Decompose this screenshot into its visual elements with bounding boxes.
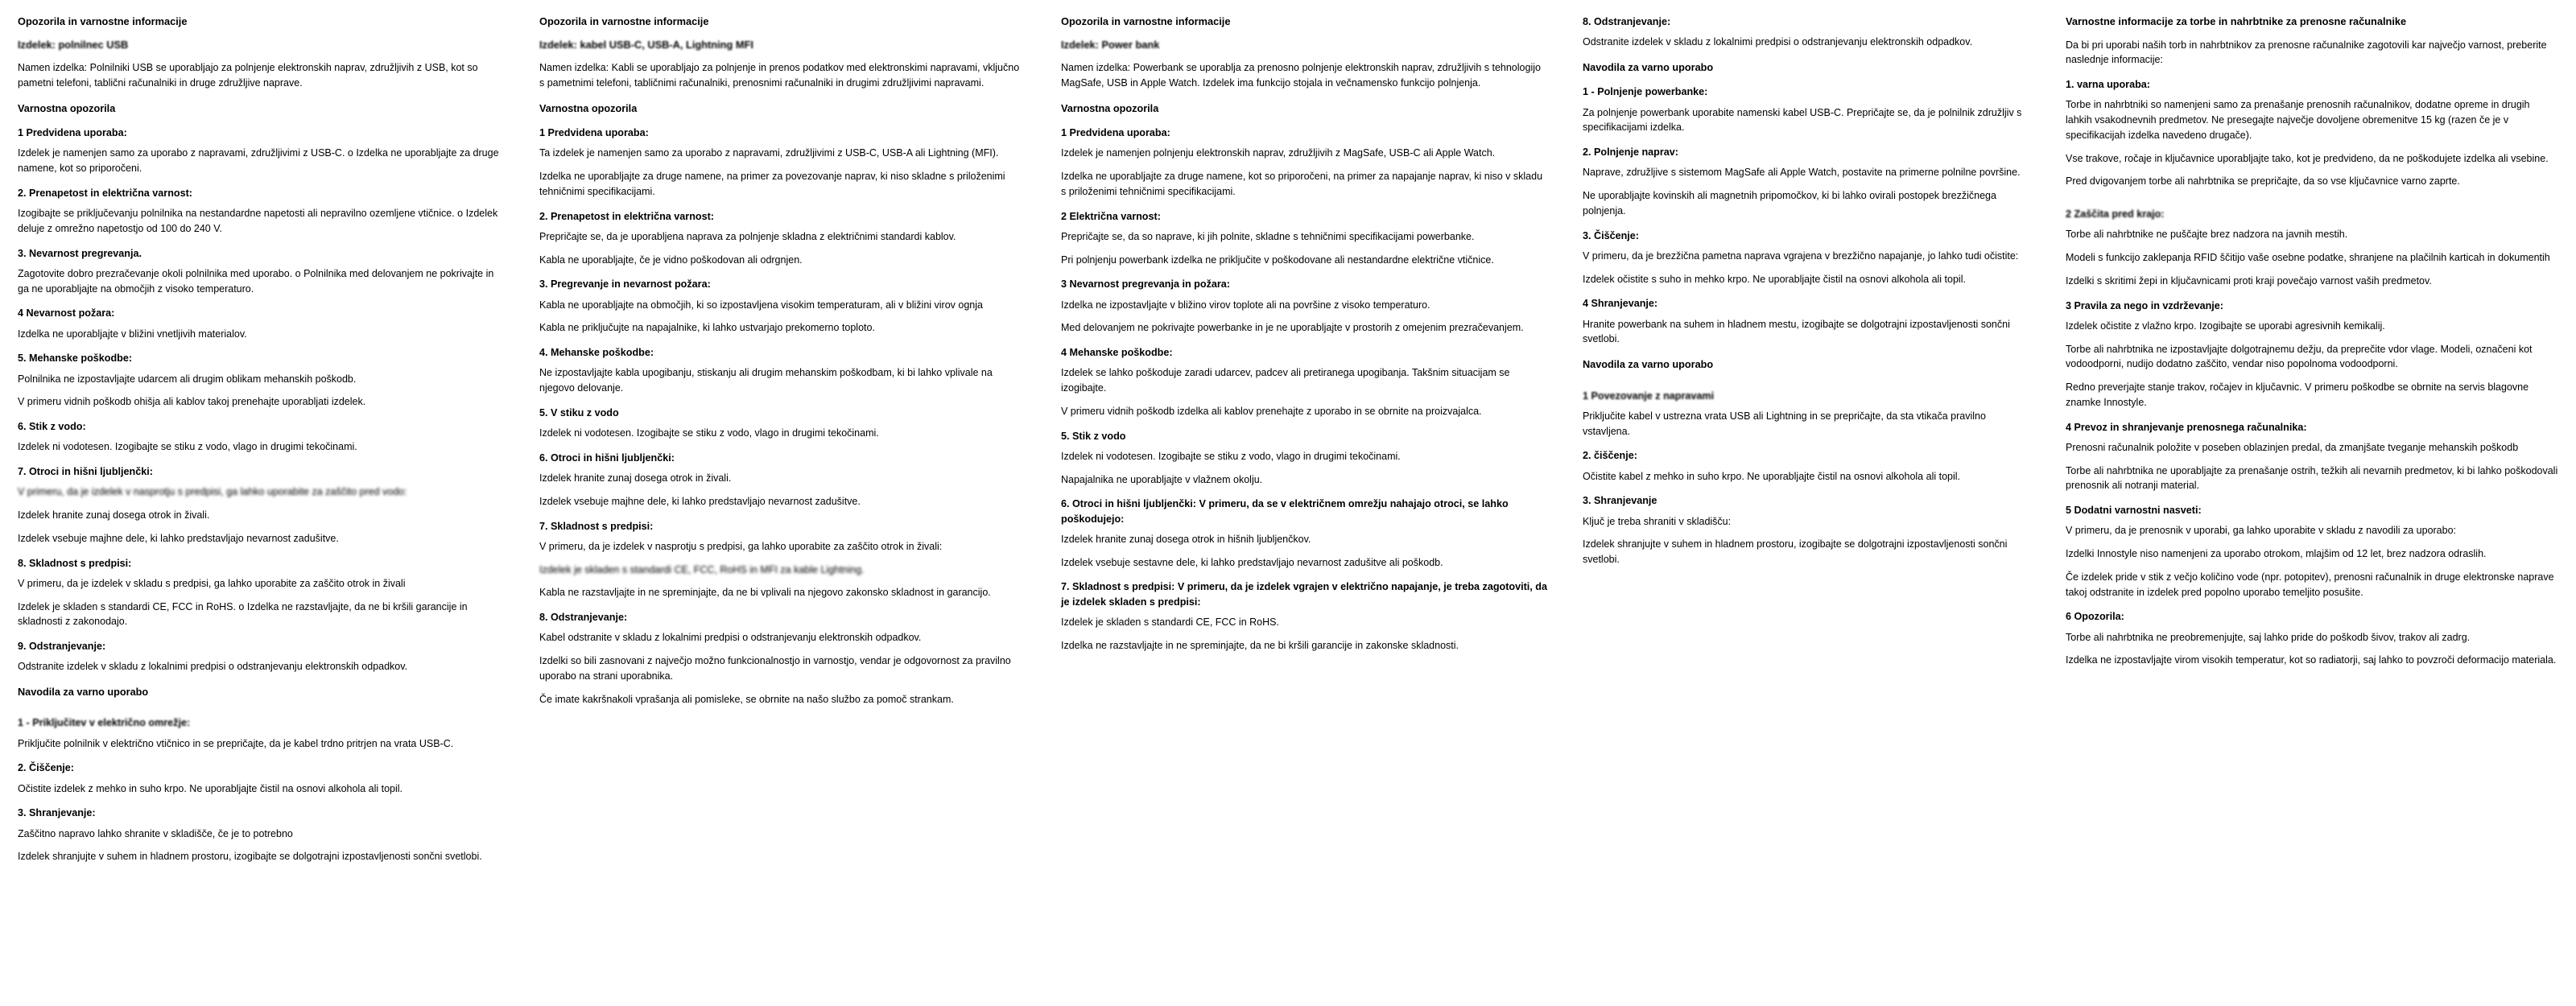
section-paragraph: Izdelek je skladen s standardi CE, FCC in RoHS. xyxy=(1061,616,1279,628)
section-title: 4 Mehanske poškodbe: xyxy=(1061,347,1173,358)
section-paragraph: Kabla ne uporabljajte, če je vidno poškodovan ali odrgnjen. xyxy=(539,254,803,266)
usage-section-paragraph: Ključ je treba shraniti v skladišču: xyxy=(1583,515,1732,527)
section-paragraph: Izdelka ne uporabljajte za druge namene, na primer za povezovanje naprav, ki niso skladne s priloženimi tehničnimi specifikacijami. xyxy=(539,171,1005,197)
usage-section-paragraph: Izdelek shranjujte v suhem in hladnem prostoru, izogibajte se dolgotrajni izpostavljenosti sončni svetlobi. xyxy=(1583,538,2008,566)
section-title: 4 Prevoz in shranjevanje prenosnega računalnika: xyxy=(2066,421,2307,433)
section-title: 7. Otroci in hišni ljubljenčki: xyxy=(18,466,153,477)
section-paragraph: Redno preverjajte stanje trakov, ročajev in ključavnic. V primeru poškodbe se obrnite na servis blagovne znamke Innostyle. xyxy=(2066,381,2529,408)
section-paragraph: Kabla ne priključujte na napajalnike, ki lahko ustvarjajo prekomerno toploto. xyxy=(539,322,875,334)
section-paragraph: Izdelek hranite zunaj dosega otrok in živali. xyxy=(18,509,210,521)
section-paragraph: Torbe ali nahrbtnika ne preobremenjujte, saj lahko pride do poškodb šivov, trakov ali zadrg. xyxy=(2066,631,2471,643)
column-2-intro: Namen izdelka: Kabli se uporabljajo za polnjenje in prenos podatkov med elektronskimi napravami, vključno s pametnimi telefoni, tabličnimi računalniki, prenosnimi računalniki in drugimi združljivimi napravami. xyxy=(539,62,1020,89)
section-paragraph: Prepričajte se, da je uporabljena naprava za polnjenje skladna z električnimi standardi kablov. xyxy=(539,230,956,242)
document-column-2 xyxy=(522,14,1043,715)
section-title: 3. Pregrevanje in nevarnost požara: xyxy=(539,278,711,291)
section-title: 6. Otroci in hišni ljubljenčki: xyxy=(539,451,675,464)
usage-section-paragraph: Izdelek shranjujte v suhem in hladnem prostoru, izogibajte se dolgotrajni izpostavljenosti sončni svetlobi. xyxy=(18,851,482,863)
usage-section-title: 2. Čiščenje: xyxy=(18,762,74,774)
section-title: 6. Stik z vodo: xyxy=(18,421,86,432)
section-paragraph: Modeli s funkcijo zaklepanja RFID ščitijo vaše osebne podatke, shranjene na plačilnih karticah in dokumentih xyxy=(2066,252,2550,264)
section-paragraph: Ta izdelek je namenjen samo za uporabo z napravami, združljivimi z USB-C, USB-A ali Lightning (MFI). xyxy=(539,147,999,159)
section-title: 4 Nevarnost požara: xyxy=(18,307,115,320)
section-title: 1 Predvidena uporaba: xyxy=(18,127,127,138)
section-paragraph: Kabla ne uporabljajte na območjih, ki so izpostavljena visokim temperaturam, ali v bližini virov ognja xyxy=(539,299,983,311)
section-paragraph: Če izdelek pride v stik z večjo količino vode (npr. potopitev), prenosni računalnik in druge elektronske naprave takoj odstranite in izdelek pred popolno uporabo temeljito posušite. xyxy=(2066,571,2554,598)
document-column-1 xyxy=(0,14,522,872)
column-1-intro: Namen izdelka: Polnilniki USB se uporabljajo za polnjenje elektronskih naprav, združljivih z USB, kot so pametni telefoni, tablični računalniki in druge združljive naprave. xyxy=(18,62,478,89)
section-paragraph: Izdelek hranite zunaj dosega otrok in hišnih ljubljenčkov. xyxy=(1061,533,1311,545)
section-title: 5 Dodatni varnostni nasveti: xyxy=(2066,505,2202,517)
usage-section-paragraph: Zaščitno napravo lahko shranite v skladišče, če je to potrebno xyxy=(18,827,293,839)
section-title: 1 Predvidena uporaba: xyxy=(1061,127,1170,138)
column-3-heading: Opozorila in varnostne informacije xyxy=(1061,15,1231,27)
section-title: 2. Prenapetost in električna varnost: xyxy=(539,210,714,222)
usage-section-paragraph: Očistite izdelek z mehko in suho krpo. Ne uporabljajte čistil na osnovi alkohola ali topil. xyxy=(18,782,403,794)
column-2-warnings-heading: Varnostna opozorila xyxy=(539,102,638,114)
section-paragraph: Izdelek ni vodotesen. Izogibajte se stiku z vodo, vlago in drugimi tekočinami. xyxy=(539,427,879,439)
section-paragraph: Med delovanjem ne pokrivajte powerbanke in je ne uporabljajte v prostorih z omejenim prezračevanjem. xyxy=(1061,322,1524,334)
usage-section-title: 3. Shranjevanje xyxy=(1583,495,1657,507)
column-1-usage-heading: Navodila za varno uporabo xyxy=(18,686,149,698)
usage-section-title: 3. Shranjevanje: xyxy=(18,807,96,819)
section-paragraph: Prepričajte se, da so naprave, ki jih polnite, skladne s tehničnimi specifikacijami powerbanke. xyxy=(1061,230,1475,242)
section-paragraph: Polnilnika ne izpostavljajte udarcem ali drugim oblikam mehanskih poškodb. xyxy=(18,373,357,385)
column-3-warnings-heading: Varnostna opozorila xyxy=(1061,102,1159,114)
section-paragraph: V primeru vidnih poškodb ohišja ali kablov takoj prenehajte uporabljati izdelek. xyxy=(18,396,366,408)
section-title: 3. Nevarnost pregrevanja. xyxy=(18,247,142,259)
section-title: 8. Odstranjevanje: xyxy=(1583,16,1671,27)
section-paragraph: Izdelek vsebuje majhne dele, ki lahko predstavljajo nevarnost zadušitve. xyxy=(18,532,339,544)
section-title: 7. Skladnost s predpisi: V primeru, da je izdelek vgrajen v električno napajanje, je treba zagotoviti, da je izdelek skladen s predpisi: xyxy=(1061,581,1547,608)
document-column-5 xyxy=(2048,14,2576,676)
section-title: 1 Predvidena uporaba: xyxy=(539,127,649,138)
section-paragraph: Izdelki Innostyle niso namenjeni za uporabo otrokom, mlajšim od 12 let, brez nadzora odraslih. xyxy=(2066,548,2487,560)
section-title: 5. Stik z vodo xyxy=(1061,430,1126,442)
section-paragraph: Torbe ali nahrbtnike ne puščajte brez nadzora na javnih mestih. xyxy=(2066,229,2348,241)
section-title: 8. Odstranjevanje: xyxy=(539,612,628,623)
column-4-usage-heading: Navodila za varno uporabo xyxy=(1583,62,1714,73)
usage-section-paragraph: Priključite polnilnik v električno vtičnico in se prepričajte, da je kabel trdno pritrjen na vrata USB-C. xyxy=(18,737,454,749)
section-paragraph: Izdelek se lahko poškoduje zaradi udarcev, padcev ali pretiranega upogibanja. Takšnim situacijam se izogibajte. xyxy=(1061,367,1510,394)
usage-section-paragraph: Priključite kabel v ustrezna vrata USB ali Lightning in se prepričajte, da sta vtikača pravilno vstavljena. xyxy=(1583,410,1986,437)
section-paragraph: V primeru, da je izdelek v nasprotju s predpisi, ga lahko uporabite za zaščito pred vodo: xyxy=(18,486,407,498)
section-paragraph: Izdelek vsebuje sestavne dele, ki lahko predstavljajo nevarnost zadušitve ali poškodb. xyxy=(1061,556,1443,568)
section-title: 5. Mehanske poškodbe: xyxy=(18,353,133,365)
column-3-intro: Namen izdelka: Powerbank se uporablja za prenosno polnjenje elektronskih naprav, združljivih s tehnologijo MagSafe, USB in Apple Watch. Izdelek ima funkcijo stojala in večnamensko funkcijo polnjenja. xyxy=(1061,62,1541,89)
section-paragraph: Izdelek je skladen s standardi CE, FCC in RoHS. o Izdelka ne razstavljajte, da ne bi kršili garancije in skladnosti z zakonodajo. xyxy=(18,600,468,628)
section-paragraph: Zagotovite dobro prezračevanje okoli polnilnika med uporabo. o Polnilnika med delovanjem ne pokrivajte in ga ne uporabljajte na območjih z visoko temperaturo. xyxy=(18,267,494,295)
section-paragraph: V primeru, da je prenosnik v uporabi, ga lahko uporabite v skladu z navodili za uporabo: xyxy=(2066,525,2457,537)
column-5-intro: Da bi pri uporabi naših torb in nahrbtnikov za prenosne računalnike zagotovili kar največjo varnost, preberite naslednje informacije: xyxy=(2066,39,2547,66)
column-3-subtitle: Izdelek: Power bank xyxy=(1061,38,1160,51)
usage-section-paragraph: Naprave, združljive s sistemom MagSafe ali Apple Watch, postavite na primerne polnilne površine. xyxy=(1583,167,2021,179)
section-paragraph: Izdelka ne razstavljajte in ne spreminjajte, da ne bi kršili garancije in zakonske skladnosti. xyxy=(1061,639,1459,651)
section-paragraph: Izdelka ne izpostavljajte virom visokih temperatur, kot so radiatorji, saj lahko to povzroči deformacijo materiala. xyxy=(2066,654,2557,666)
section-paragraph: Izdelek je namenjen polnjenju elektronskih naprav, združljivih z MagSafe, USB-C ali Apple Watch. xyxy=(1061,147,1496,159)
section-title: 4. Mehanske poškodbe: xyxy=(539,347,654,358)
usage-section-title: 1 Povezovanje z napravami xyxy=(1583,390,1715,402)
section-title: 2. Prenapetost in električna varnost: xyxy=(18,187,192,199)
section-paragraph: Izdelek je namenjen samo za uporabo z napravami, združljivimi z USB-C. o Izdelka ne uporabljajte za druge namene, kot so priporočeni. xyxy=(18,147,499,174)
usage-section-title: 3. Čiščenje: xyxy=(1583,229,1639,241)
section-paragraph: Kabla ne razstavljajte in ne spreminjajte, da ne bi vplivali na njegovo zakonsko skladnost in garancijo. xyxy=(539,587,991,599)
section-title: 5. V stiku z vodo xyxy=(539,406,619,418)
usage-section-paragraph: Hranite powerbank na suhem in hladnem mestu, izogibajte se dolgotrajni izpostavljenosti sončni svetlobi. xyxy=(1583,318,2010,345)
section-paragraph: Pred dvigovanjem torbe ali nahrbtnika se prepričajte, da so vse ključavnice varno zaprte. xyxy=(2066,175,2460,188)
usage-section-paragraph: V primeru, da je brezžična pametna naprava vgrajena v brezžično napajanje, jo lahko tudi očistite: xyxy=(1583,249,2019,262)
column-2-closing: Če imate kakršnakoli vprašanja ali pomisleke, se obrnite na našo službo za pomoč strankam. xyxy=(539,693,954,705)
usage-section-paragraph: Očistite kabel z mehko in suho krpo. Ne uporabljajte čistil na osnovi alkohola ali topil. xyxy=(1583,470,1960,482)
column-4-usage-heading-2: Navodila za varno uporabo xyxy=(1583,359,1714,371)
document-column-3 xyxy=(1043,14,1565,661)
section-title: 8. Skladnost s predpisi: xyxy=(18,557,132,569)
section-title: 7. Skladnost s predpisi: xyxy=(539,520,654,532)
section-paragraph: Izdelka ne uporabljajte v bližini vnetljivih materialov. xyxy=(18,328,247,340)
column-5-heading: Varnostne informacije za torbe in nahrbtnike za prenosne računalnike xyxy=(2066,15,2407,27)
usage-section-title: 4 Shranjevanje: xyxy=(1583,298,1658,310)
section-paragraph: Odstranite izdelek v skladu z lokalnimi predpisi o odstranjevanju elektronskih odpadkov. xyxy=(1583,36,1973,48)
column-2-closing: Izdelki so bili zasnovani z največjo možno funkcionalnostjo in varnostjo, vendar je odgovornost za pravilno uporabo na strani uporabnika. xyxy=(539,655,1011,682)
usage-section-title: 1 - Priključitev v električno omrežje: xyxy=(18,717,191,729)
section-paragraph: Prenosni računalnik položite v poseben oblazinjen predal, da zmanjšate tveganje mehanskih poškodb xyxy=(2066,441,2519,453)
usage-section-title: 2. Polnjenje naprav: xyxy=(1583,146,1678,159)
section-paragraph: Izdelka ne uporabljajte za druge namene, kot so priporočeni, na primer za napajanje naprav, ki niso v skladu s priloženimi tehničnimi specifikacijami. xyxy=(1061,171,1543,197)
section-title: 1. varna uporaba: xyxy=(2066,79,2150,91)
column-1-heading: Opozorila in varnostne informacije xyxy=(18,15,188,27)
section-paragraph: Izdelek vsebuje majhne dele, ki lahko predstavljajo nevarnost zadušitve. xyxy=(539,495,861,507)
section-paragraph: Vse trakove, ročaje in ključavnice uporabljajte tako, kot je predvideno, da ne poškodujete izdelka ali vsebine. xyxy=(2066,152,2549,164)
section-paragraph: Izogibajte se priključevanju polnilnika na nestandardne napetosti ali nepravilno ozemljene vtičnice. o Izdelek deluje z omrežno napetostjo od 100 do 240 V. xyxy=(18,208,498,234)
section-title: 2 Električna varnost: xyxy=(1061,210,1161,222)
section-title: 6. Otroci in hišni ljubljenčki: V primeru, da se v električnem omrežju nahajajo otroci, se lahko poškodujejo: xyxy=(1061,498,1509,525)
section-paragraph: Izdelka ne izpostavljajte v bližino virov toplote ali na površine z visoko temperaturo. xyxy=(1061,299,1430,311)
section-paragraph: Izdelki s skritimi žepi in ključavnicami proti kraji povečajo varnost vaših predmetov. xyxy=(2066,274,2432,287)
section-paragraph: Napajalnika ne uporabljajte v vlažnem okolju. xyxy=(1061,473,1263,485)
section-paragraph: Odstranite izdelek v skladu z lokalnimi predpisi o odstranjevanju elektronskih odpadkov. xyxy=(18,661,408,673)
section-title: 6 Opozorila: xyxy=(2066,611,2124,623)
section-paragraph: Izdelek očistite z vlažno krpo. Izogibajte se uporabi agresivnih kemikalij. xyxy=(2066,320,2385,332)
section-paragraph: Izdelek ni vodotesen. Izogibajte se stiku z vodo, vlago in drugimi tekočinami. xyxy=(1061,450,1401,462)
usage-section-paragraph: Za polnjenje powerbank uporabite namenski kabel USB-C. Prepričajte se, da je polnilnik združljiv s specifikacijami izdelka. xyxy=(1583,106,2022,134)
section-paragraph: Izdelek hranite zunaj dosega otrok in živali. xyxy=(539,472,732,484)
section-paragraph: Torbe in nahrbtniki so namenjeni samo za prenašanje prenosnih računalnikov, dodatne opreme in drugih lahkih vsakodnevnih predmetov. Ne presegajte največje dovoljene obremenitve 15 kg (razen če je v specifikacijah izdelka navedeno drugače). xyxy=(2066,99,2530,141)
section-title: 2 Zaščita pred krajo: xyxy=(2066,208,2165,221)
section-paragraph: Ne izpostavljajte kabla upogibanju, stiskanju ali drugim mehanskim poškodbam, ki bi lahko vplivale na njegovo delovanje. xyxy=(539,367,993,394)
column-1-warnings-heading: Varnostna opozorila xyxy=(18,102,116,114)
column-2-subtitle: Izdelek: kabel USB-C, USB-A, Lightning MFI xyxy=(539,38,753,51)
section-paragraph: V primeru, da je izdelek v nasprotju s predpisi, ga lahko uporabite za zaščito otrok in živali: xyxy=(539,540,943,552)
document-column-4 xyxy=(1565,14,2048,575)
usage-section-paragraph: Izdelek očistite s suho in mehko krpo. Ne uporabljajte čistil na osnovi alkohola ali topil. xyxy=(1583,273,1966,285)
column-2-heading: Opozorila in varnostne informacije xyxy=(539,15,709,27)
section-paragraph: Torbe ali nahrbtnika ne izpostavljajte dolgotrajnemu dežju, da preprečite vdor vlage. Modeli, označeni kot vodoodporni, nudijo dodatno zaščito, vendar niso popolnoma vodoodporni. xyxy=(2066,343,2533,370)
section-paragraph: Izdelek je skladen s standardi CE, FCC, RoHS in MFI za kable Lightning. xyxy=(539,563,865,575)
section-paragraph: Torbe ali nahrbtnika ne uporabljajte za prenašanje ostrih, težkih ali nevarnih predmetov, ki bi lahko poškodovali prenosnik ali notranji material. xyxy=(2066,464,2558,492)
usage-section-title: 2. čiščenje: xyxy=(1583,450,1637,462)
section-paragraph: V primeru, da je izdelek v skladu s predpisi, ga lahko uporabite za zaščito otrok in živali xyxy=(18,577,406,589)
usage-section-paragraph: Ne uporabljajte kovinskih ali magnetnih pripomočkov, ki bi lahko ovirali postopek brezžičnega polnjenja. xyxy=(1583,190,1996,216)
section-paragraph: Izdelek ni vodotesen. Izogibajte se stiku z vodo, vlago in drugimi tekočinami. xyxy=(18,441,357,453)
section-paragraph: Kabel odstranite v skladu z lokalnimi predpisi o odstranjevanju elektronskih odpadkov. xyxy=(539,632,922,644)
usage-section-title: 1 - Polnjenje powerbanke: xyxy=(1583,86,1708,98)
section-title: 3 Pravila za nego in vzdrževanje: xyxy=(2066,299,2223,311)
section-paragraph: Pri polnjenju powerbank izdelka ne priključite v poškodovane ali nestandardne električne vtičnice. xyxy=(1061,254,1494,266)
column-1-subtitle: Izdelek: polnilnec USB xyxy=(18,38,129,51)
section-paragraph: V primeru vidnih poškodb izdelka ali kablov prenehajte z uporabo in se obrnite na proizvajalca. xyxy=(1061,405,1482,417)
section-title: 3 Nevarnost pregrevanja in požara: xyxy=(1061,278,1230,291)
section-title: 9. Odstranjevanje: xyxy=(18,641,106,652)
